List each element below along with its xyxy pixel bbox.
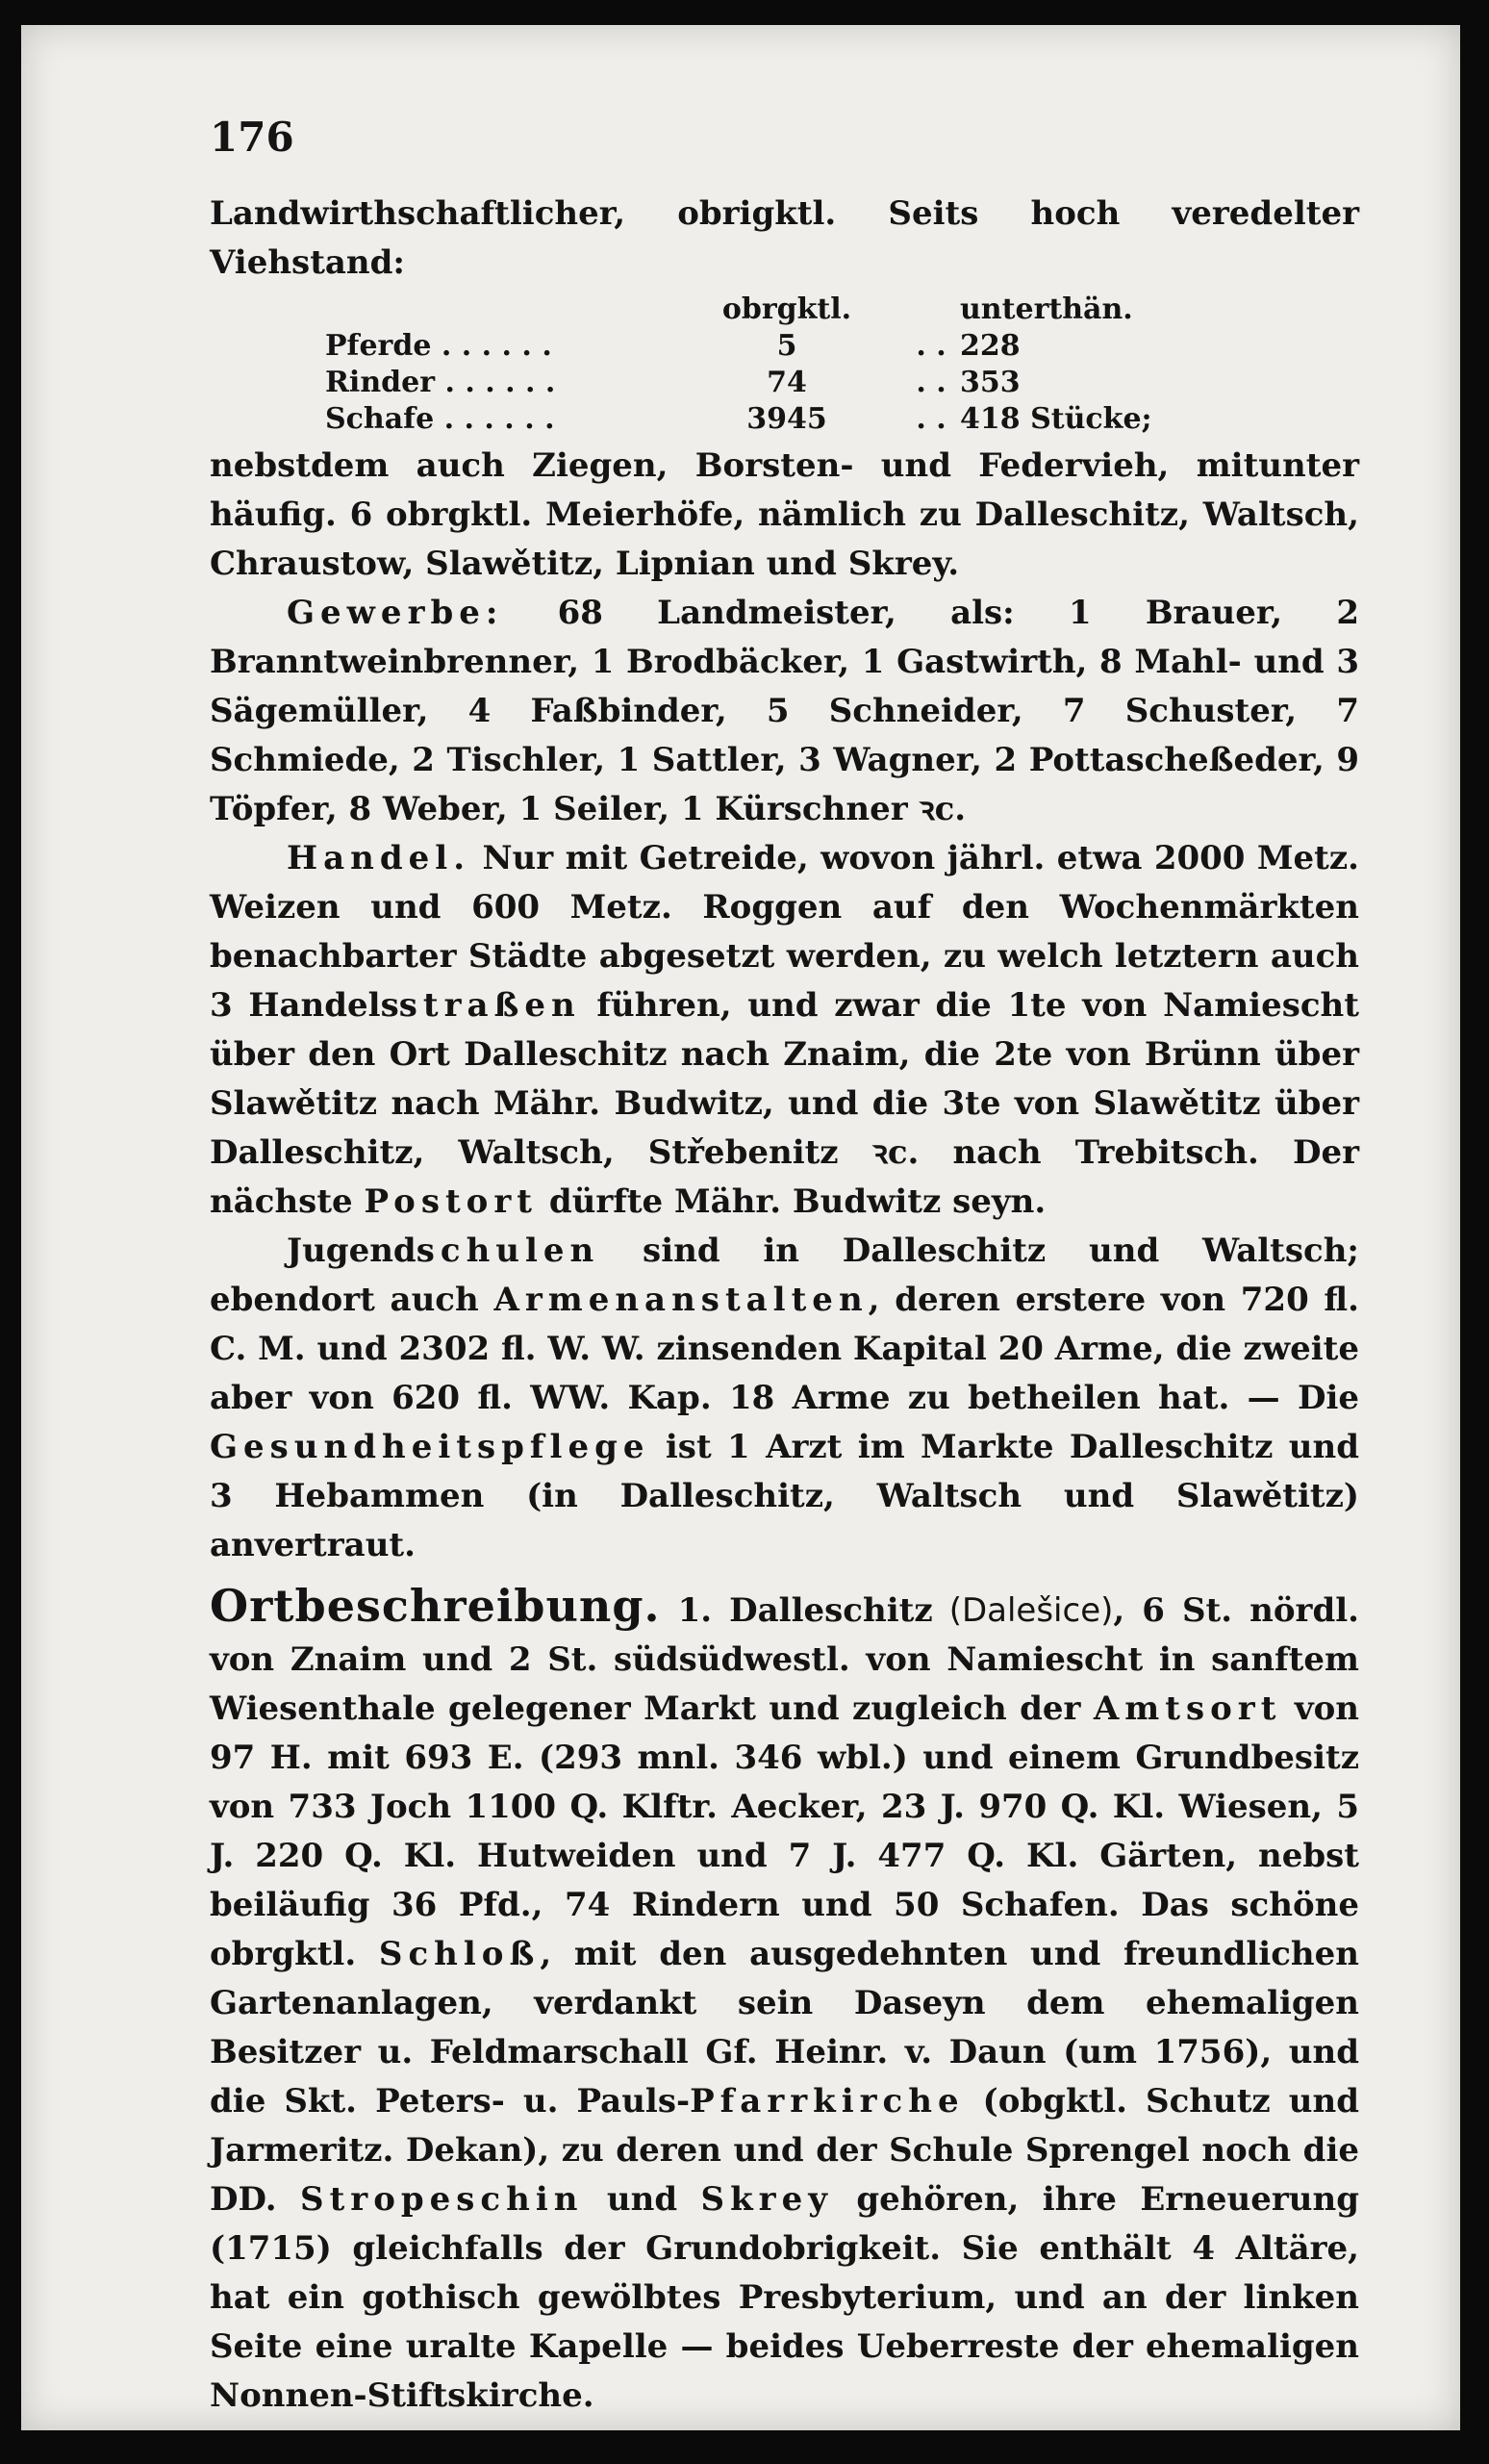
- handel-strassen: straßen: [398, 986, 581, 1025]
- paragraph-schulen: [210, 1227, 1359, 1570]
- handel-text-3: dürfte Mähr. Budwitz seyn.: [537, 1182, 1047, 1221]
- row-value-b: 418 Stücke;: [960, 402, 1152, 436]
- row-dots: . . . . . .: [444, 366, 556, 399]
- table-row: [325, 328, 1359, 365]
- ort-text-3: , mit den ausgedehnten und freundlichen Gartenanlagen, verdankt sein Daseyn dem ehemaligen Besitzer u. Feldmarschall Gf. Heinr. v. Daun (um 1756), und die Skt. Peters- u. Pauls-: [210, 1935, 1359, 2121]
- place-name: Dalleschitz: [729, 1591, 933, 1630]
- schulen-spaced-1: schulen: [416, 1232, 600, 1270]
- row-label: Pferde: [325, 329, 432, 363]
- row-sep: . .: [916, 366, 946, 399]
- ort-text-2: von 97 H. mit 693 E. (293 mnl. 346 wbl.) und einem Grundbesitz von 733 Joch 1100 Q. Klftr. Aecker, 23 J. 970 Q. Kl. Wiesen, 5 J. 220 Q. Kl. Hutweiden und 7 J. 477 Q. Kl. Gärten, nebst beiläufig 36 Pfd., 74 Rindern und 50 Schafen. Das schöne obrgktl.: [210, 1689, 1359, 1973]
- handel-text-2: führen, und zwar die 1te von Namiescht über den Ort Dalleschitz nach Znaim, die 2te von Brünn über Slawětitz nach Mähr. Budwitz, und die 3te von Slawětitz über Dalleschitz, Waltsch, Střebenitz ꝛc. nach Trebitsch. Der nächste: [210, 986, 1359, 1221]
- header-unterthan: unterthän.: [960, 292, 1133, 326]
- paragraph-handel: [210, 834, 1359, 1227]
- schulen-gesundheitspflege: Gesundheitspflege: [210, 1428, 650, 1466]
- ort-text-6: gehören, ihre Erneuerung (1715) gleichfalls der Grundobrigkeit. Sie enthält 4 Altäre, hat ein gothisch gewölbtes Presbyterium, und an der linken Seite eine uralte Kapelle — beides Ueberreste der ehemaligen Nonnen-Stiftskirche.: [210, 2180, 1359, 2415]
- row-label: Schafe: [325, 402, 435, 436]
- row-value-b: 353: [960, 366, 1021, 399]
- table-row: [325, 401, 1359, 438]
- table-row: [325, 365, 1359, 401]
- paragraph-gewerbe: [210, 589, 1359, 834]
- livestock-table: [325, 292, 1359, 438]
- page-number: 176: [210, 114, 294, 161]
- book-page: [21, 25, 1460, 2430]
- ort-amtsort: Amtsort: [1093, 1689, 1282, 1728]
- row-value-a: 3945: [746, 402, 827, 436]
- ort-text-5: und: [583, 2180, 678, 2219]
- schulen-text-1: Jugend: [287, 1232, 416, 1270]
- entry-number: 1.: [660, 1591, 730, 1630]
- handel-postort: Postort: [364, 1182, 538, 1221]
- header-obrgktl: obrgktl.: [721, 292, 852, 326]
- row-label: Rinder: [325, 366, 436, 399]
- intro-text: Landwirthschaftlicher, obrigktl. Seits hoch veredelter Viehstand:: [210, 194, 1359, 282]
- section-heading: Ortbeschreibung.: [210, 1580, 661, 1632]
- ort-text-4: (obgktl. Schutz und Jarmeritz. Dekan), zu deren und der Schule Sprengel noch die DD.: [210, 2082, 1359, 2219]
- gewerbe-label: Gewerbe:: [287, 594, 504, 632]
- page-content: [210, 114, 1359, 2421]
- livestock-header: [325, 292, 1359, 328]
- ort-schloss: Schloß: [378, 1935, 541, 1973]
- schulen-armenanstalten: Armenanstalten: [493, 1281, 869, 1319]
- handel-label: Handel.: [287, 839, 471, 877]
- ort-skrey: Skrey: [700, 2180, 833, 2219]
- paragraph-livestock-continued: nebstdem auch Ziegen, Borsten- und Federvieh, mitunter häufig. 6 obrgktl. Meierhöfe, nämlich zu Dalleschitz, Waltsch, Chraustow, Slawětitz, Lipnian und Skrey.: [210, 446, 1359, 583]
- row-value-a: 5: [776, 329, 797, 363]
- row-dots: . . . . . .: [441, 329, 552, 363]
- schulen-text-2: sind in Dalleschitz und Waltsch; ebendort auch: [210, 1232, 1359, 1319]
- row-sep: . .: [916, 329, 946, 363]
- handel-text-1: Nur mit Getreide, wovon jährl. etwa 2000 Metz. Weizen und 600 Metz. Roggen auf den Wochenmärkten benachbarter Städte abgesetzt werden, zu welch letztern auch 3 Handels: [210, 839, 1359, 1025]
- row-value-a: 74: [767, 366, 807, 399]
- gewerbe-text: 68 Landmeister, als: 1 Brauer, 2 Branntweinbrenner, 1 Brodbäcker, 1 Gastwirth, 8 Mahl- und 3 Sägemüller, 4 Faßbinder, 5 Schneider, 7 Schuster, 7 Schmiede, 2 Tischler, 1 Sattler, 3 Wagner, 2 Pottascheßeder, 9 Töpfer, 8 Weber, 1 Seiler, 1 Kürschner ꝛc.: [210, 594, 1359, 828]
- czech-name: (Dalešice): [932, 1591, 1114, 1630]
- ort-pfarrkirche: Pfarrkirche: [690, 2082, 965, 2121]
- row-dots: . . . . . .: [443, 402, 555, 436]
- schulen-text-3: , deren erstere von 720 fl. C. M. und 2302 fl. W. W. zinsenden Kapital 20 Arme, die zweite aber von 620 fl. WW. Kap. 18 Arme zu betheilen hat. — Die: [210, 1281, 1359, 1417]
- paragraph-ortbeschreibung: [210, 1582, 1359, 2421]
- schulen-text-4: ist 1 Arzt im Markte Dalleschitz und 3 Hebammen (in Dalleschitz, Waltsch und Slawětitz) anvertraut.: [210, 1428, 1359, 1564]
- ort-text-1: , 6 St. nördl. von Znaim und 2 St. südsüdwestl. von Namiescht in sanftem Wiesenthale gelegener Markt und zugleich der: [210, 1591, 1359, 1728]
- ort-stropeschin: Stropeschin: [300, 2180, 584, 2219]
- row-sep: . .: [916, 402, 946, 436]
- row-value-b: 228: [960, 329, 1021, 363]
